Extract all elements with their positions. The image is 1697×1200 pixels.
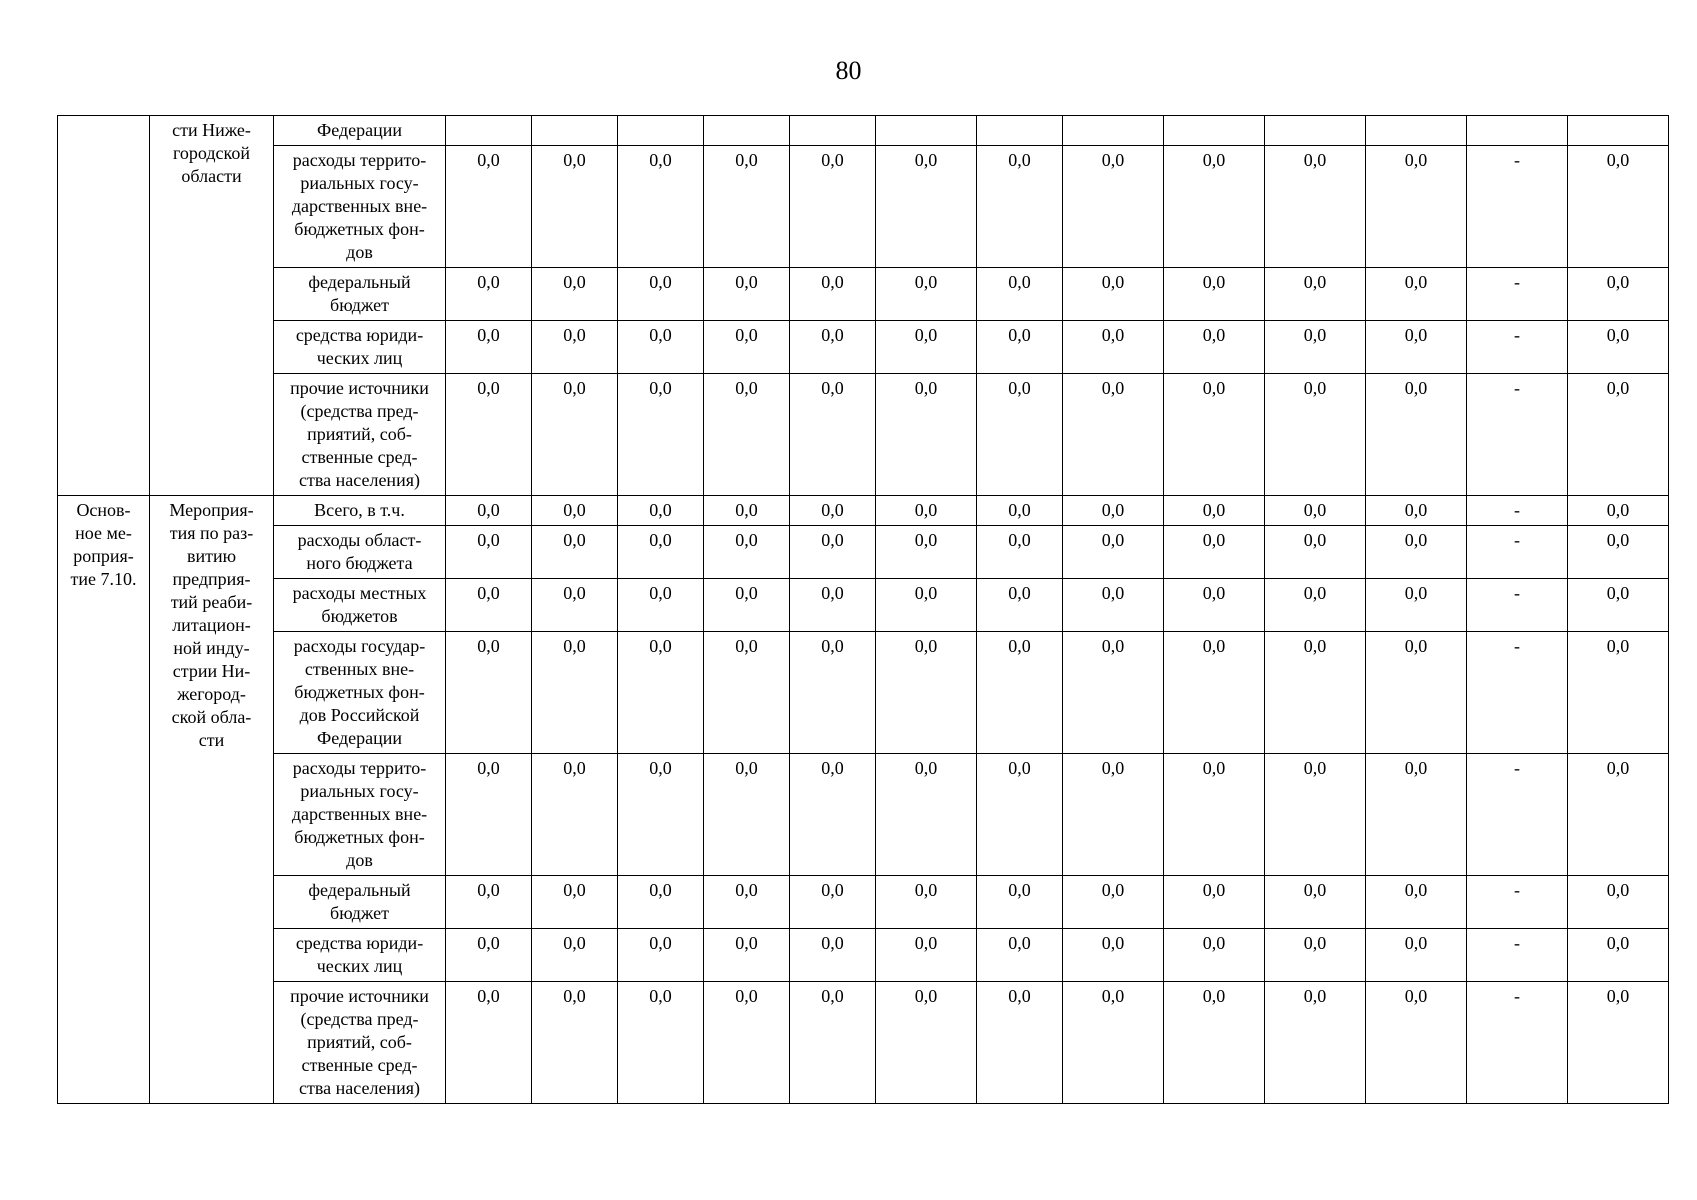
funding-source-cell: расходы государ- ственных вне- бюджетных фон- дов Российской Федерации [274,632,446,754]
value-cell: 0,0 [618,374,704,496]
funding-source-cell: федеральный бюджет [274,268,446,321]
value-cell: 0,0 [1568,496,1669,526]
value-cell: 0,0 [532,146,618,268]
value-cell: - [1467,268,1568,321]
value-cell: 0,0 [532,374,618,496]
value-cell [532,116,618,146]
value-cell: 0,0 [1164,579,1265,632]
value-cell: 0,0 [1265,526,1366,579]
value-cell: 0,0 [1063,579,1164,632]
value-cell: 0,0 [446,526,532,579]
measure-code-cell [58,116,150,496]
value-cell: 0,0 [1568,321,1669,374]
value-cell: 0,0 [1366,146,1467,268]
value-cell: 0,0 [1063,268,1164,321]
value-cell: 0,0 [618,146,704,268]
table-row [58,374,1669,496]
value-cell: 0,0 [1063,321,1164,374]
value-cell: 0,0 [1164,321,1265,374]
value-cell: 0,0 [977,374,1063,496]
value-cell: 0,0 [1366,374,1467,496]
value-cell: 0,0 [1063,146,1164,268]
value-cell: 0,0 [704,496,790,526]
value-cell: 0,0 [532,929,618,982]
value-cell: 0,0 [1366,632,1467,754]
value-cell: 0,0 [618,579,704,632]
value-cell: 0,0 [704,982,790,1104]
value-cell: 0,0 [532,526,618,579]
value-cell: 0,0 [1164,146,1265,268]
table-row [58,268,1669,321]
value-cell: 0,0 [790,496,876,526]
table-row [58,146,1669,268]
value-cell: 0,0 [1063,374,1164,496]
value-cell: 0,0 [618,929,704,982]
value-cell: 0,0 [1265,268,1366,321]
value-cell: 0,0 [704,929,790,982]
measure-name-cell: Мероприя- тия по раз- витию предприя- тий реаби- литацион- ной инду- стрии Ни- жегород- ской обла- сти [150,496,274,1104]
funding-source-cell: расходы террито- риальных госу- дарственных вне- бюджетных фон- дов [274,146,446,268]
value-cell: 0,0 [876,876,977,929]
funding-source-cell: расходы област- ного бюджета [274,526,446,579]
table-body [58,116,1669,1104]
value-cell: 0,0 [1265,929,1366,982]
funding-source-cell: расходы местных бюджетов [274,579,446,632]
value-cell: 0,0 [1265,632,1366,754]
value-cell: 0,0 [977,268,1063,321]
value-cell: 0,0 [1265,321,1366,374]
value-cell: 0,0 [446,146,532,268]
value-cell: 0,0 [1164,982,1265,1104]
value-cell: - [1467,496,1568,526]
funding-source-cell: расходы террито- риальных госу- дарственных вне- бюджетных фон- дов [274,754,446,876]
value-cell: 0,0 [446,496,532,526]
value-cell [1265,116,1366,146]
value-cell: 0,0 [790,146,876,268]
value-cell [977,116,1063,146]
value-cell: 0,0 [1063,982,1164,1104]
value-cell: 0,0 [1063,496,1164,526]
value-cell: 0,0 [1568,374,1669,496]
value-cell: 0,0 [876,321,977,374]
value-cell [618,116,704,146]
value-cell: 0,0 [532,632,618,754]
value-cell: 0,0 [1164,526,1265,579]
value-cell: 0,0 [1568,982,1669,1104]
funding-source-cell: средства юриди- ческих лиц [274,929,446,982]
value-cell: 0,0 [790,268,876,321]
value-cell [704,116,790,146]
value-cell [1366,116,1467,146]
value-cell: - [1467,982,1568,1104]
value-cell: 0,0 [876,526,977,579]
value-cell: 0,0 [532,496,618,526]
value-cell: 0,0 [790,754,876,876]
value-cell: 0,0 [1164,374,1265,496]
value-cell: 0,0 [977,496,1063,526]
value-cell: 0,0 [704,876,790,929]
value-cell: 0,0 [618,321,704,374]
value-cell: - [1467,526,1568,579]
value-cell: 0,0 [1265,579,1366,632]
table-row [58,321,1669,374]
value-cell: 0,0 [1366,929,1467,982]
value-cell: 0,0 [977,526,1063,579]
value-cell: 0,0 [1164,929,1265,982]
table-row [58,876,1669,929]
value-cell: 0,0 [977,579,1063,632]
value-cell: 0,0 [876,496,977,526]
value-cell: 0,0 [1568,929,1669,982]
value-cell: 0,0 [532,876,618,929]
value-cell: 0,0 [1366,754,1467,876]
value-cell: 0,0 [704,526,790,579]
value-cell: 0,0 [704,579,790,632]
value-cell: 0,0 [977,982,1063,1104]
value-cell [1063,116,1164,146]
value-cell: 0,0 [1568,526,1669,579]
value-cell: 0,0 [1366,876,1467,929]
value-cell: 0,0 [977,146,1063,268]
value-cell: 0,0 [876,268,977,321]
value-cell: 0,0 [1063,526,1164,579]
value-cell: 0,0 [446,374,532,496]
measure-code-cell: Основ- ное ме- роприя- тие 7.10. [58,496,150,1104]
funding-source-cell: средства юриди- ческих лиц [274,321,446,374]
value-cell: - [1467,876,1568,929]
value-cell: 0,0 [1366,982,1467,1104]
value-cell: 0,0 [1164,632,1265,754]
value-cell: 0,0 [876,982,977,1104]
value-cell [1467,116,1568,146]
value-cell: 0,0 [790,982,876,1104]
value-cell: 0,0 [446,579,532,632]
value-cell: - [1467,321,1568,374]
value-cell: - [1467,146,1568,268]
value-cell: 0,0 [876,579,977,632]
value-cell: 0,0 [1366,579,1467,632]
value-cell: 0,0 [618,496,704,526]
value-cell: 0,0 [618,876,704,929]
value-cell: 0,0 [704,632,790,754]
value-cell: 0,0 [977,321,1063,374]
value-cell: 0,0 [977,876,1063,929]
value-cell [790,116,876,146]
value-cell: 0,0 [876,146,977,268]
value-cell: - [1467,929,1568,982]
value-cell [446,116,532,146]
value-cell: 0,0 [1265,496,1366,526]
table-row [58,982,1669,1104]
value-cell: 0,0 [1164,754,1265,876]
value-cell: 0,0 [1366,496,1467,526]
value-cell: 0,0 [1568,754,1669,876]
funding-source-cell: федеральный бюджет [274,876,446,929]
value-cell: 0,0 [790,526,876,579]
value-cell: 0,0 [532,321,618,374]
funding-source-cell: Федерации [274,116,446,146]
value-cell: 0,0 [1265,146,1366,268]
value-cell: 0,0 [446,632,532,754]
page-number: 80 [835,56,862,85]
value-cell: - [1467,579,1568,632]
table-row [58,929,1669,982]
value-cell: - [1467,374,1568,496]
value-cell: 0,0 [1366,268,1467,321]
value-cell: 0,0 [977,632,1063,754]
value-cell: - [1467,754,1568,876]
value-cell: 0,0 [790,321,876,374]
value-cell: - [1467,632,1568,754]
value-cell [1568,116,1669,146]
table-row [58,526,1669,579]
measure-name-cell: сти Ниже- городской области [150,116,274,496]
value-cell: 0,0 [1063,876,1164,929]
value-cell: 0,0 [704,754,790,876]
value-cell: 0,0 [977,929,1063,982]
value-cell: 0,0 [1265,754,1366,876]
value-cell: 0,0 [618,982,704,1104]
value-cell: 0,0 [446,754,532,876]
value-cell [876,116,977,146]
value-cell: 0,0 [532,754,618,876]
value-cell: 0,0 [704,374,790,496]
value-cell: 0,0 [446,982,532,1104]
value-cell: 0,0 [790,876,876,929]
value-cell: 0,0 [790,632,876,754]
value-cell: 0,0 [532,579,618,632]
value-cell: 0,0 [1568,146,1669,268]
value-cell: 0,0 [1265,374,1366,496]
value-cell: 0,0 [618,526,704,579]
funding-source-cell: прочие источники (средства пред- приятий, соб- ственные сред- ства населения) [274,982,446,1104]
value-cell: 0,0 [446,268,532,321]
table-row [58,579,1669,632]
value-cell: 0,0 [1568,579,1669,632]
value-cell: 0,0 [876,374,977,496]
value-cell: 0,0 [790,929,876,982]
value-cell [1164,116,1265,146]
value-cell: 0,0 [790,374,876,496]
value-cell: 0,0 [1063,929,1164,982]
funding-source-cell: прочие источники (средства пред- приятий, соб- ственные сред- ства населения) [274,374,446,496]
value-cell: 0,0 [618,632,704,754]
value-cell: 0,0 [618,268,704,321]
value-cell: 0,0 [532,982,618,1104]
value-cell: 0,0 [790,579,876,632]
value-cell: 0,0 [1164,268,1265,321]
value-cell: 0,0 [1265,876,1366,929]
value-cell: 0,0 [704,268,790,321]
table-row [58,754,1669,876]
value-cell: 0,0 [1265,982,1366,1104]
value-cell: 0,0 [704,146,790,268]
value-cell: 0,0 [1366,321,1467,374]
table-row [58,116,1669,146]
value-cell: 0,0 [532,268,618,321]
value-cell: 0,0 [446,929,532,982]
table-row [58,496,1669,526]
value-cell: 0,0 [876,632,977,754]
value-cell: 0,0 [1366,526,1467,579]
value-cell: 0,0 [876,929,977,982]
value-cell: 0,0 [1568,876,1669,929]
value-cell: 0,0 [1568,632,1669,754]
financing-table [57,115,1669,1104]
value-cell: 0,0 [446,876,532,929]
value-cell: 0,0 [446,321,532,374]
funding-source-cell: Всего, в т.ч. [274,496,446,526]
value-cell: 0,0 [704,321,790,374]
table-row [58,632,1669,754]
value-cell: 0,0 [1164,496,1265,526]
value-cell: 0,0 [618,754,704,876]
value-cell: 0,0 [1164,876,1265,929]
value-cell: 0,0 [977,754,1063,876]
value-cell: 0,0 [876,754,977,876]
value-cell: 0,0 [1568,268,1669,321]
value-cell: 0,0 [1063,754,1164,876]
value-cell: 0,0 [1063,632,1164,754]
